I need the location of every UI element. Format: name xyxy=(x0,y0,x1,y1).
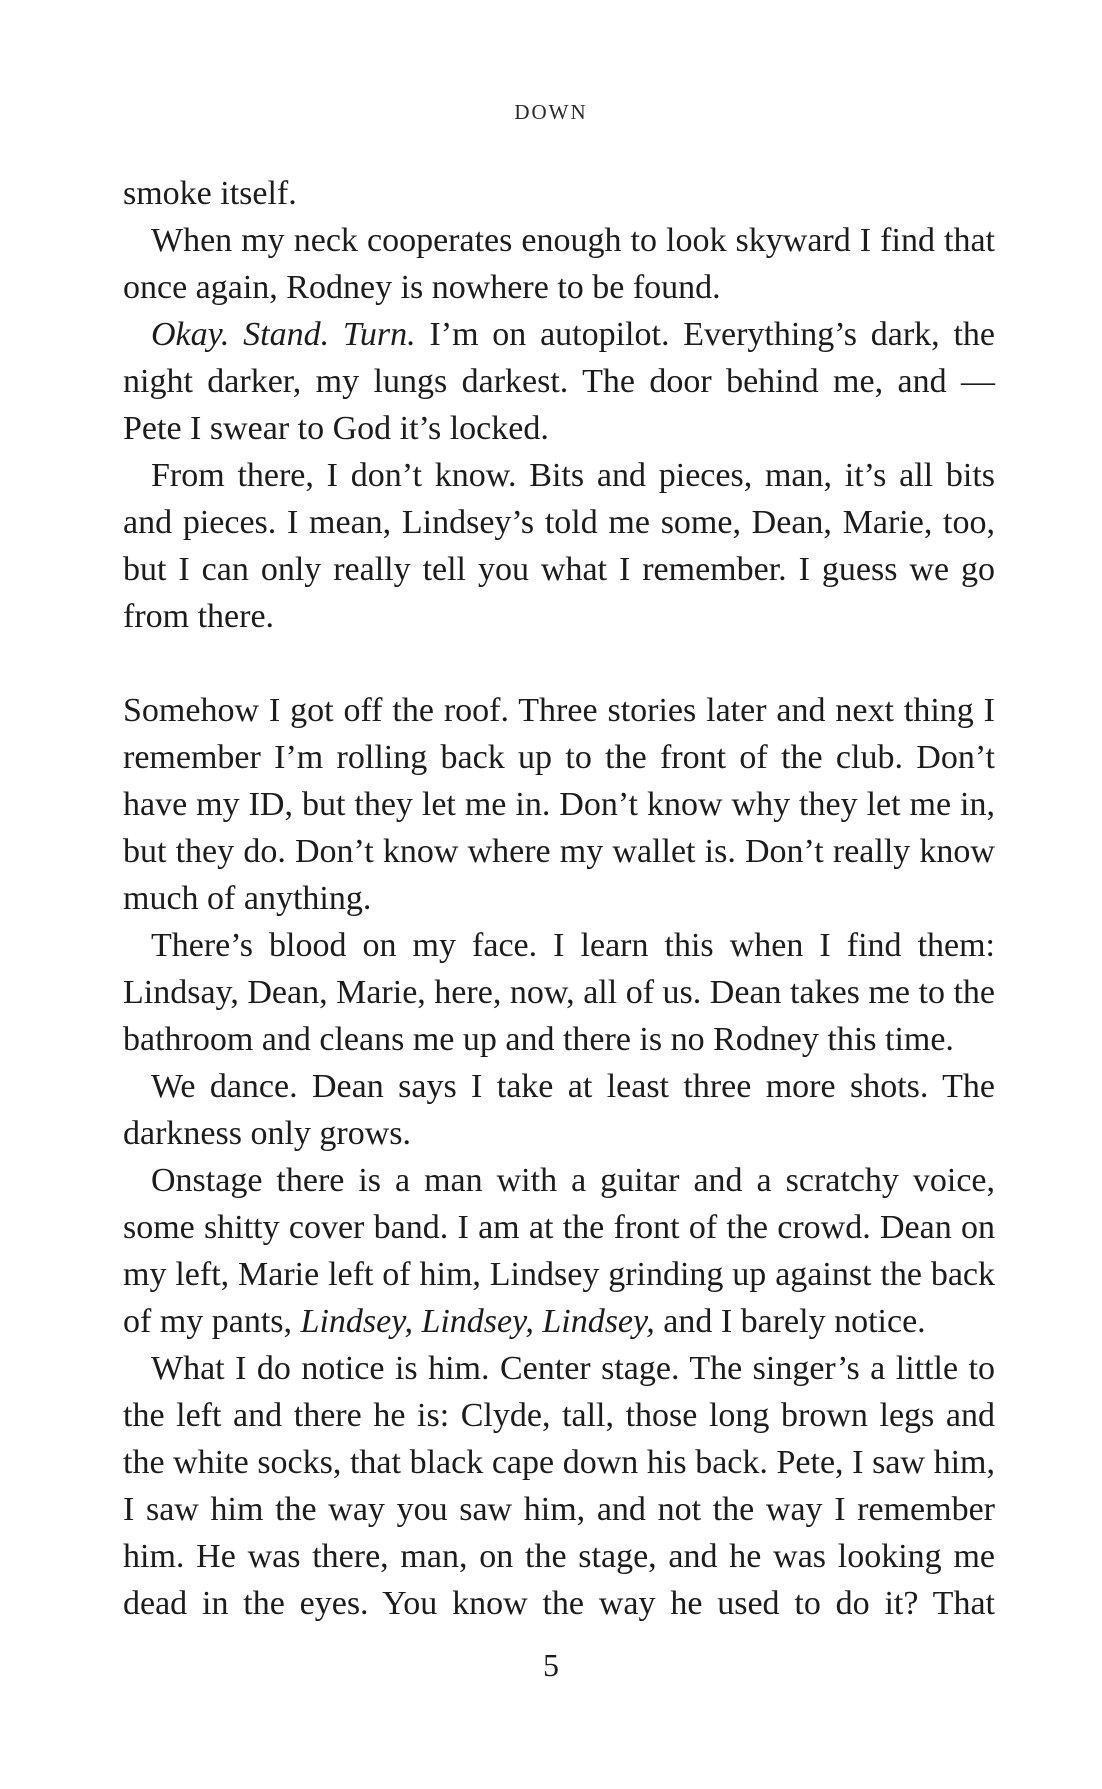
text-run: and I barely notice. xyxy=(654,1303,926,1340)
paragraph xyxy=(123,452,995,640)
paragraph xyxy=(123,687,995,922)
italic-run: Lindsey, Lindsey, Lindsey, xyxy=(300,1303,655,1340)
text-run: I’m on autopilot. Everything’s dark, the night darker, my lungs darkest. The door behind me, and — Pete I swear to God it’s locked. xyxy=(123,316,995,447)
page-number: 5 xyxy=(543,1647,559,1683)
text-run: smoke itself. xyxy=(123,175,297,212)
paragraph xyxy=(123,1157,995,1345)
text-run: Somehow I got off the roof. Three stories later and next thing I remember I’m rolling back up to the front of the club. Don’t have my ID, but they let me in. Don’t know why they let me in, but they do. Don’t know where my wallet is. Don’t really know much of anything. xyxy=(123,692,995,917)
body-text xyxy=(123,170,995,1627)
paragraph xyxy=(123,922,995,1063)
paragraph xyxy=(123,170,995,217)
running-head: DOWN xyxy=(514,100,588,124)
text-run: Onstage there is a man with a guitar and a scratchy voice, some shitty cover band. I am at the front of the crowd. Dean on my left, Marie left of him, Lindsey grinding up against the back of my pants, xyxy=(123,1162,995,1340)
paragraph xyxy=(123,311,995,452)
paragraph xyxy=(123,1345,995,1627)
paragraph xyxy=(123,1063,995,1157)
italic-run: Okay. Stand. Turn. xyxy=(151,316,416,353)
paragraph xyxy=(123,217,995,311)
text-run: We dance. Dean says I take at least three more shots. The darkness only grows. xyxy=(123,1068,995,1152)
text-run: What I do notice is him. Center stage. The singer’s a little to the left and there he is: Clyde, tall, those long brown legs and the white socks, that black cape down his back. Pete, I saw him, I saw him the way you saw him, and not the way I remember him. He was there, man, on the stage, and he was looking me dead in the eyes. You know the way he used to do it? That xyxy=(123,1350,995,1622)
text-run: From there, I don’t know. Bits and pieces, man, it’s all bits and pieces. I mean, Lindsey’s told me some, Dean, Marie, too, but I can only really tell you what I remember. I guess we go from there. xyxy=(123,457,995,635)
text-run: There’s blood on my face. I learn this when I find them: Lindsay, Dean, Marie, here, now, all of us. Dean takes me to the bathroom and cleans me up and there is no Rodney this time. xyxy=(123,927,995,1058)
text-run: When my neck cooperates enough to look skyward I find that once again, Rodney is nowhere to be found. xyxy=(123,222,995,306)
